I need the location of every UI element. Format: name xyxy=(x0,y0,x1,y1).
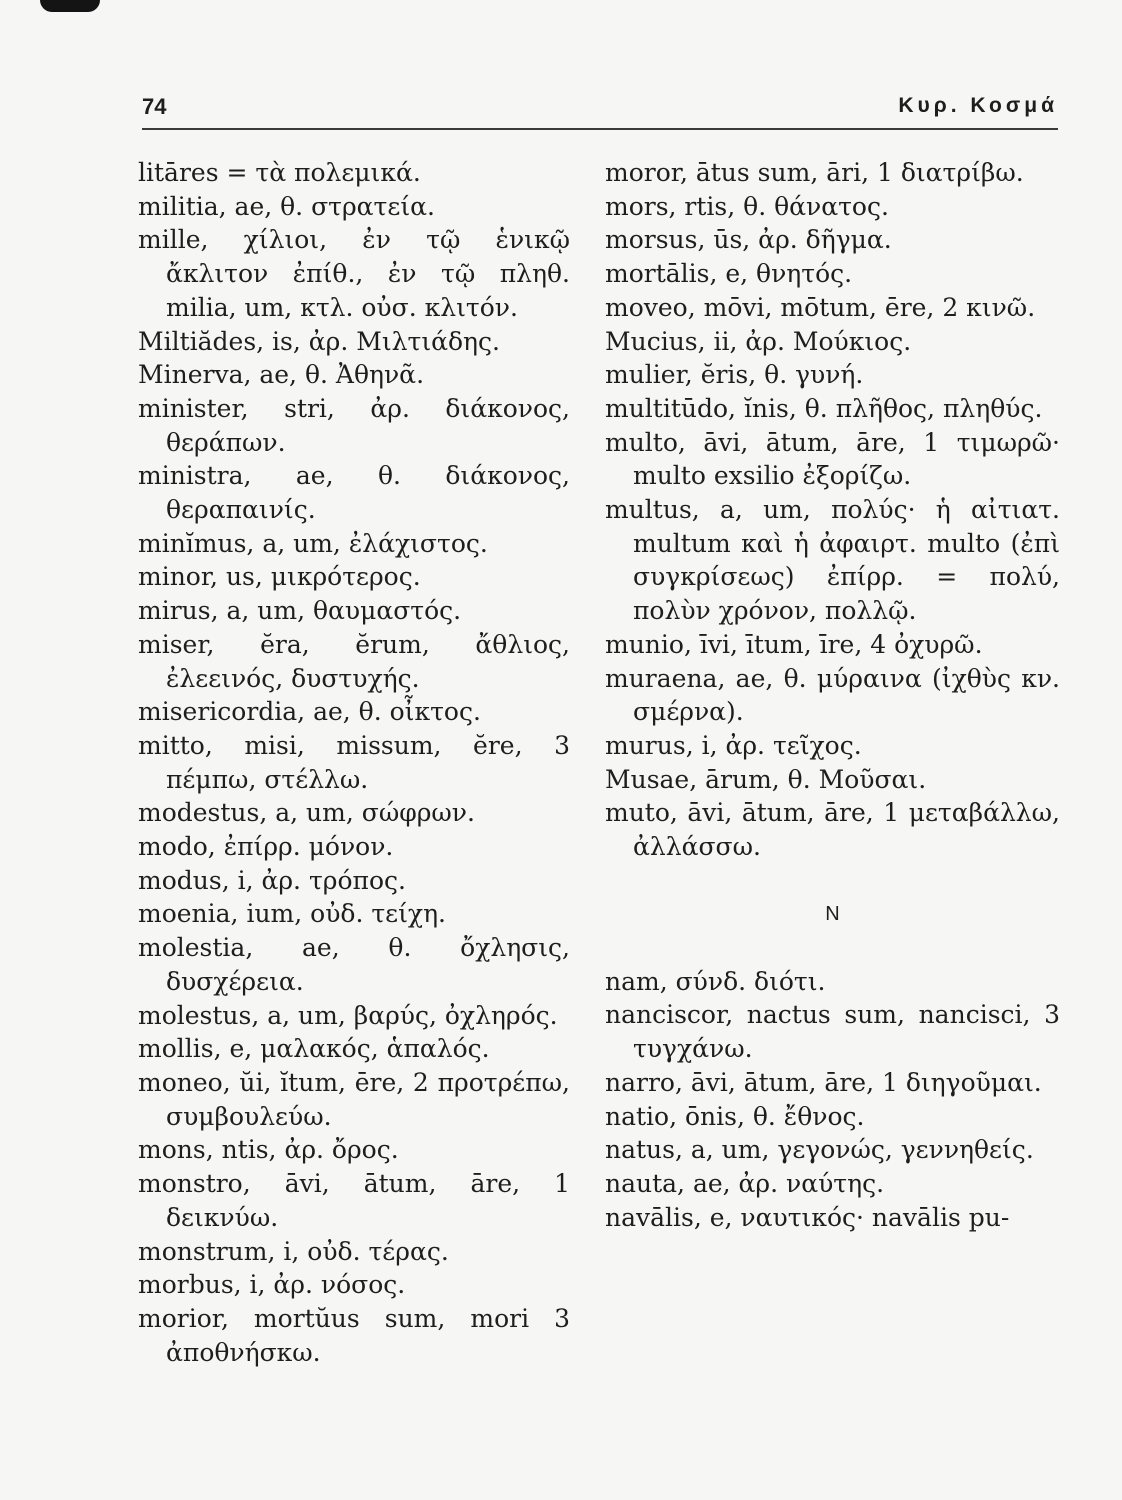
dictionary-entry: mons, ntis, ἀρ. ὄρος. xyxy=(138,1135,399,1165)
dictionary-entry: mitto, misi, missum, ĕre, 3 πέμπω, στέλλω. xyxy=(138,730,570,794)
dictionary-entry: moneo, ŭi, ĭtum, ēre, 2 προτρέπω, συμβουλεύω. xyxy=(138,1067,570,1131)
page-header xyxy=(142,92,1058,130)
dictionary-entry: nam, σύνδ. διότι. xyxy=(605,966,826,996)
right-column xyxy=(605,156,1060,1234)
dictionary-entry: moror, ātus sum, āri, 1 διατρίβω. xyxy=(605,158,1024,187)
dictionary-entry: mulier, ĕris, θ. γυνή. xyxy=(605,360,864,390)
dictionary-entry: multitūdo, ĭnis, θ. πλῆθος, πληθύς. xyxy=(605,393,1043,423)
dictionary-entry: murus, i, ἀρ. τεῖχος. xyxy=(605,730,862,760)
binding-mark xyxy=(40,0,100,12)
dictionary-entry: morsus, ūs, ἀρ. δῆγμα. xyxy=(605,225,892,255)
left-column xyxy=(138,156,570,1369)
dictionary-entry: multo, āvi, ātum, āre, 1 τιμωρῶ· multo exsilio ἐξορίζω. xyxy=(605,427,1060,491)
dictionary-entry: miser, ĕra, ĕrum, ἄθλιος, ἐλεεινός, δυστυχής. xyxy=(138,629,570,693)
dictionary-entry: militia, ae, θ. στρατεία. xyxy=(138,191,435,221)
dictionary-entry: narro, āvi, ātum, āre, 1 διηγοῦμαι. xyxy=(605,1067,1042,1097)
dictionary-entry: mortālis, e, θνητός. xyxy=(605,259,853,289)
dictionary-entry: monstrum, i, οὐδ. τέρας. xyxy=(138,1236,449,1266)
dictionary-entry: minĭmus, a, um, ἐλάχιστος. xyxy=(138,528,488,558)
dictionary-entry: moveo, mōvi, mōtum, ēre, 2 κινῶ. xyxy=(605,292,1036,322)
dictionary-entry: Musae, ārum, θ. Μοῦσαι. xyxy=(605,764,927,794)
page-number: 74 xyxy=(142,94,167,119)
dictionary-entry: Minerva, ae, θ. Ἀθηνᾶ. xyxy=(138,360,425,390)
dictionary-entry: monstro, āvi, ātum, āre, 1 δεικνύω. xyxy=(138,1169,570,1232)
dictionary-entry: mille, χίλιοι, ἐν τῷ ἑνικῷ ἄκλιτον ἐπίθ., ἐν τῷ πληθ. milia, um, κτλ. οὐσ. κλιτόν. xyxy=(138,225,570,322)
dictionary-entry: navālis, e, ναυτικός· navālis pu- xyxy=(605,1202,1010,1232)
dictionary-entry: Miltiădes, is, ἀρ. Μιλτιάδης. xyxy=(138,326,500,356)
dictionary-entry: molestus, a, um, βαρύς, ὀχληρός. xyxy=(138,1000,558,1030)
dictionary-entry: molestia, ae, θ. ὄχλησις, δυσχέρεια. xyxy=(138,933,570,996)
dictionary-entry: nanciscor, nactus sum, nancisci, 3 τυγχάνω. xyxy=(605,1000,1060,1064)
dictionary-entry: minister, stri, ἀρ. διάκονος, θεράπων. xyxy=(138,393,570,457)
dictionary-entry: modo, ἐπίρρ. μόνον. xyxy=(138,832,394,862)
dictionary-entry: natio, ōnis, θ. ἔθνος. xyxy=(605,1101,865,1131)
dictionary-entry: nauta, ae, ἀρ. ναύτης. xyxy=(605,1168,885,1198)
dictionary-entry: minor, us, μικρότερος. xyxy=(138,562,421,592)
dictionary-entry: multus, a, um, πολύς· ἡ αἰτιατ. multum καὶ ἡ ἀφαιρτ. multo (ἐπὶ συγκρίσεως) ἐπίρρ. = πολύ, πολὺν χρόνον, πολλῷ. xyxy=(605,495,1060,626)
dictionary-entry: litāres = τὰ πολεμικά. xyxy=(138,158,421,187)
dictionary-entry: modestus, a, um, σώφρων. xyxy=(138,798,475,828)
dictionary-entry: muraena, ae, θ. μύραινα (ἰχθὺς κν. σμέρνα). xyxy=(605,663,1060,727)
dictionary-entry: mollis, e, μαλακός, ἁπαλός. xyxy=(138,1034,490,1064)
dictionary-entry: morior, mortŭus sum, mori 3 ἀποθνήσκω. xyxy=(138,1303,570,1367)
dictionary-entry: modus, i, ἀρ. τρόπος. xyxy=(138,865,406,895)
dictionary-entry: mors, rtis, θ. θάνατος. xyxy=(605,191,889,221)
dictionary-entry: muto, āvi, ātum, āre, 1 μεταβάλλω, ἀλλάσσω. xyxy=(605,798,1060,862)
dictionary-entry: natus, a, um, γεγονώς, γεννηθείς. xyxy=(605,1135,1034,1165)
running-head: Κυρ. Κοσμά xyxy=(898,94,1058,117)
dictionary-entry: morbus, i, ἀρ. νόσος. xyxy=(138,1270,406,1300)
dictionary-entry: moenia, ium, οὐδ. τείχη. xyxy=(138,899,446,929)
dictionary-entry: mirus, a, um, θαυμαστός. xyxy=(138,596,462,626)
dictionary-entry: munio, īvi, ītum, īre, 4 ὀχυρῶ. xyxy=(605,629,983,659)
dictionary-entry: Mucius, ii, ἀρ. Μούκιος. xyxy=(605,326,912,356)
dictionary-entry: ministra, ae, θ. διάκονος, θεραπαινίς. xyxy=(138,461,570,525)
section-letter: N xyxy=(825,902,840,925)
dictionary-entry: misericordia, ae, θ. οἶκτος. xyxy=(138,697,481,727)
